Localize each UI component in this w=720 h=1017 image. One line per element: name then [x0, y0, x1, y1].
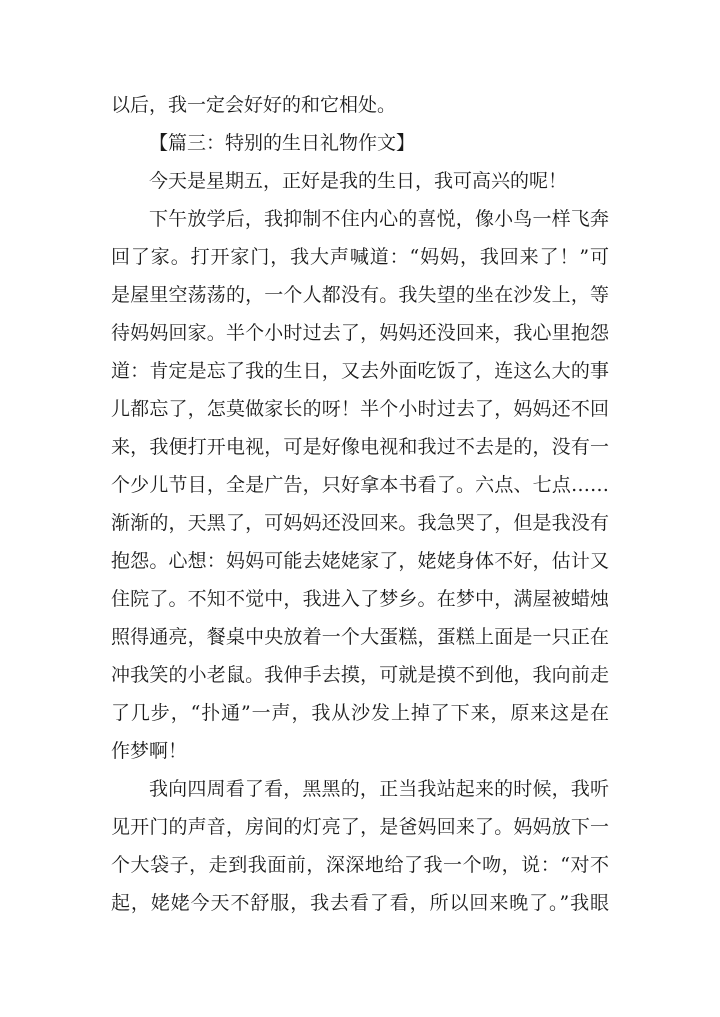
text-line: 抱怨。心想：妈妈可能去姥姥家了，姥姥身体不好，估计又 — [111, 550, 609, 572]
text-line: 道：肯定是忘了我的生日，又去外面吃饭了，连这么大的事 — [111, 360, 609, 382]
text-line: 冲我笑的小老鼠。我伸手去摸，可就是摸不到他，我向前走 — [111, 664, 609, 686]
text-line: 个大袋子，走到我面前，深深地给了我一个吻，说：“对不 — [111, 854, 609, 876]
text-line: 我向四周看了看，黑黑的，正当我站起来的时候，我听 — [149, 778, 609, 800]
text-line: 儿都忘了，怎莫做家长的呀！半个小时过去了，妈妈还不回 — [111, 398, 609, 420]
document-page — [111, 86, 609, 922]
text-line: 回了家。打开家门，我大声喊道：“妈妈，我回来了！”可 — [111, 246, 609, 268]
text-line: 个少儿节目，全是广告，只好拿本书看了。六点、七点…… — [111, 474, 609, 496]
text-line: 起，姥姥今天不舒服，我去看了看，所以回来晚了。”我眼 — [111, 892, 609, 914]
text-line: 作梦啊！ — [111, 740, 188, 762]
text-line: 下午放学后，我抑制不住内心的喜悦，像小鸟一样飞奔 — [149, 208, 609, 230]
text-line: 住院了。不知不觉中，我进入了梦乡。在梦中，满屋被蜡烛 — [111, 588, 609, 610]
text-line: 来，我便打开电视，可是好像电视和我过不去是的，没有一 — [111, 436, 609, 458]
section-heading: 【篇三：特别的生日礼物作文】 — [149, 132, 416, 154]
text-line: 了几步，“扑通”一声，我从沙发上掉了下来，原来这是在 — [111, 702, 609, 724]
text-line: 渐渐的，天黑了，可妈妈还没回来。我急哭了，但是我没有 — [111, 512, 609, 534]
text-line: 照得通亮，餐桌中央放着一个大蛋糕，蛋糕上面是一只正在 — [111, 626, 609, 648]
text-line: 以后，我一定会好好的和它相处。 — [111, 94, 397, 116]
text-line: 见开门的声音，房间的灯亮了，是爸妈回来了。妈妈放下一 — [111, 816, 609, 838]
text-line: 待妈妈回家。半个小时过去了，妈妈还没回来，我心里抱怨 — [111, 322, 609, 344]
text-line: 是屋里空荡荡的，一个人都没有。我失望的坐在沙发上，等 — [111, 284, 609, 306]
text-line: 今天是星期五，正好是我的生日，我可高兴的呢！ — [149, 170, 568, 192]
